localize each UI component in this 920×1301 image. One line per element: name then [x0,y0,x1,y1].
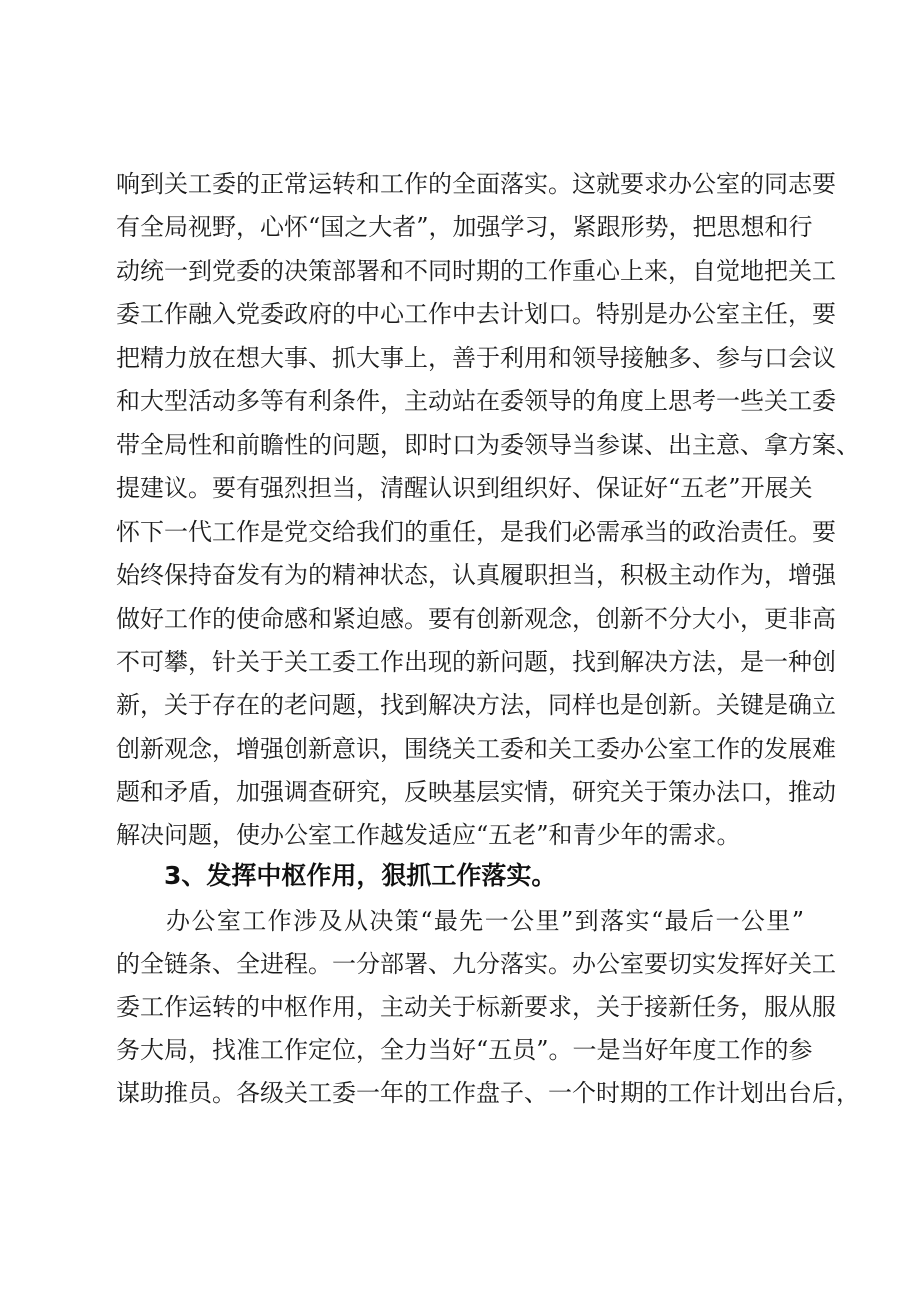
paragraph-1-line-13: 新，关于存在的老问题，找到解决方法，同样也是创新。关键是确立 [116,691,836,719]
paragraph-2-line-1: 办公室工作涉及从决策“最先一公里”到落实“最后一公里” [166,907,804,935]
paragraph-2-line-5: 谋助推员。各级关工委一年的工作盘子、一个时期的工作计划出台后， [116,1079,860,1107]
paragraph-1-line-14: 创新观念，增强创新意识，围绕关工委和关工委办公室工作的发展难 [116,735,836,763]
paragraph-1-line-6: 和大型活动多等有利条件，主动站在委领导的角度上思考一些关工委 [116,387,836,415]
paragraph-1-line-8: 提建议。要有强烈担当，清醒认识到组织好、保证好“五老”开展关 [116,474,813,502]
paragraph-2-line-4: 务大局，找准工作定位，全力当好“五员”。一是当好年度工作的参 [116,1036,813,1064]
paragraph-1-line-3: 动统一到党委的决策部署和不同时期的工作重心上来，自觉地把关工 [116,257,836,285]
paragraph-1-line-10: 始终保持奋发有为的精神状态，认真履职担当，积极主动作为，增强 [116,561,836,589]
paragraph-1-line-1: 响到关工委的正常运转和工作的全面落实。这就要求办公室的同志要 [116,170,836,198]
paragraph-1-line-15: 题和矛盾，加强调查研究，反映基层实情，研究关于策办法口，推动 [116,778,836,806]
paragraph-2-line-2: 的全链条、全进程。一分部署、九分落实。办公室要切实发挥好关工 [116,950,836,978]
paragraph-2-line-3: 委工作运转的中枢作用，主动关于标新要求，关于接新任务，服从服 [116,993,836,1021]
paragraph-1-line-9: 怀下一代工作是党交给我们的重任，是我们必需承当的政治责任。要 [116,518,836,546]
paragraph-1-line-4: 委工作融入党委政府的中心工作中去计划口。特别是办公室主任，要 [116,300,836,328]
paragraph-1-line-12: 不可攀，针关于关工委工作出现的新问题，找到解决方法，是一种创 [116,648,836,676]
paragraph-1-line-5: 把精力放在想大事、抓大事上，善于利用和领导接触多、参与口会议 [116,344,836,372]
section-heading-3: 3、发挥中枢作用，狠抓工作落实。 [164,861,557,890]
paragraph-1-line-7: 带全局性和前瞻性的问题，即时口为委领导当参谋、出主意、拿方案、 [116,431,860,459]
paragraph-1-line-16: 解决问题，使办公室工作越发适应“五老”和青少年的需求。 [116,821,741,849]
paragraph-1-line-11: 做好工作的使命感和紧迫感。要有创新观念，创新不分大小，更非高 [116,605,836,633]
paragraph-1-line-2: 有全局视野，心怀“国之大者”，加强学习，紧跟形势，把思想和行 [116,213,813,241]
